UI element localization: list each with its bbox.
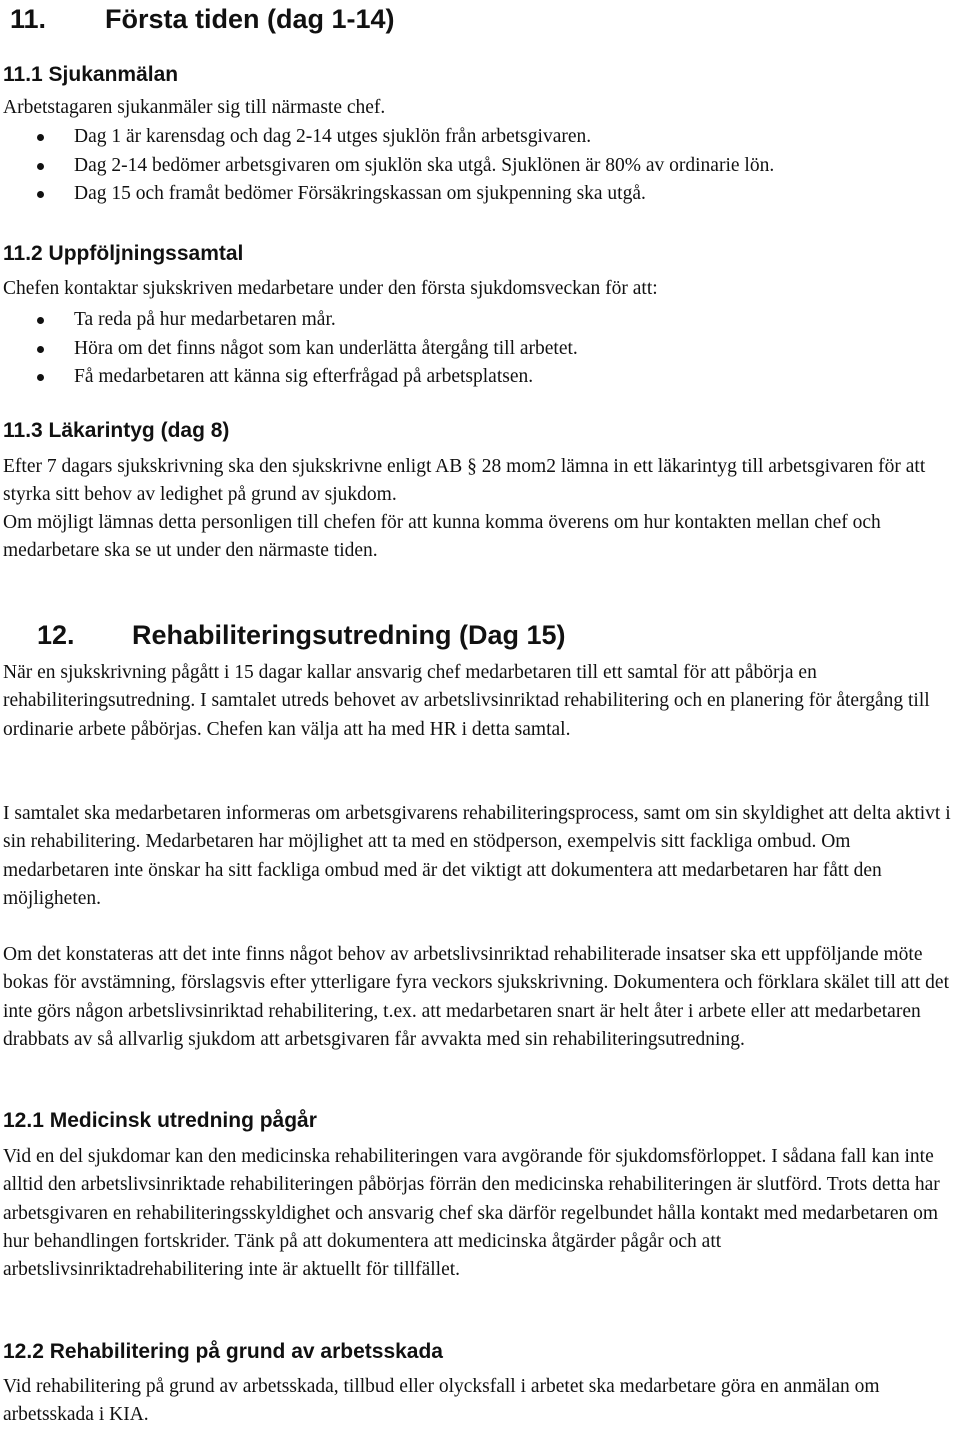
section-11-1-bullet-list: [0, 123, 774, 209]
list-item: [0, 306, 578, 335]
section-12-1-paragraph: Vid en del sjukdomar kan den medicinska rehabiliteringen vara avgörande för sjukdomsförloppet. I sådana fall kan inte alltid den arbetslivsinriktade rehabiliteringen påbörjas förrän den medicinska rehabiliteringen är slutförd. Trots detta har arbetsgivaren en rehabiliteringsskyldighet och ansvarig chef ska därför regelbundet hålla kontakt med medarbetaren om hur behandlingen fortskrider. Tänk på att dokumentera att medicinska åtgärder pågår och att arbetslivsinriktadrehabilitering inte är aktuellt för tillfället.: [3, 1146, 940, 1281]
section-11-1-heading: 11.1 Sjukanmälan: [3, 63, 179, 86]
list-item: [0, 180, 774, 209]
section-11-3-paragraph-2: Om möjligt lämnas detta personligen till chefen för att kunna komma överens om hur kontakten mellan chef och medarbetare ska se ut under den närmaste tiden.: [3, 512, 881, 562]
list-item: [0, 152, 774, 181]
list-item-text: Höra om det finns något som kan underlätta återgång till arbetet.: [74, 337, 578, 359]
list-item-text: Dag 1 är karensdag och dag 2-14 utges sjuklön från arbetsgivaren.: [74, 126, 592, 147]
bullet-icon: [37, 374, 44, 381]
list-item-text: Få medarbetaren att känna sig efterfrågad på arbetsplatsen.: [74, 366, 534, 387]
section-11-3-paragraph-1: Efter 7 dagars sjukskrivning ska den sjukskrivne enligt AB § 28 mom2 lämna in ett läkarintyg till arbetsgivaren för att styrka sitt behov av ledighet på grund av sjukdom.: [3, 456, 926, 506]
bullet-icon: [37, 163, 44, 170]
list-item: [0, 335, 578, 364]
section-11-3-heading: 11.3 Läkarintyg (dag 8): [3, 419, 230, 442]
list-item: [0, 363, 578, 392]
section-11-2-heading: 11.2 Uppföljningssamtal: [3, 242, 244, 265]
list-item-text: Dag 2-14 bedömer arbetsgivaren om sjuklön ska utgå. Sjuklönen är 80% av ordinarie lön.: [74, 154, 775, 176]
bullet-icon: [37, 191, 44, 198]
section-11-1-intro: Arbetstagaren sjukanmäler sig till närmaste chef.: [3, 97, 386, 118]
bullet-icon: [37, 317, 44, 324]
bullet-icon: [37, 134, 44, 141]
section-11-title: Första tiden (dag 1-14): [105, 4, 395, 34]
section-11-number: 11.: [10, 4, 47, 34]
section-12-2-heading: 12.2 Rehabilitering på grund av arbetsskada: [3, 1340, 443, 1363]
section-12-2-paragraph: Vid rehabilitering på grund av arbetsskada, tillbud eller olycksfall i arbetet ska medarbetare göra en anmälan om arbetsskada i KIA.: [3, 1376, 880, 1426]
list-item: [0, 123, 774, 152]
bullet-icon: [37, 346, 44, 353]
section-12-title: Rehabiliteringsutredning (Dag 15): [132, 620, 566, 650]
section-11-heading: [10, 3, 395, 35]
section-12-paragraph-2: I samtalet ska medarbetaren informeras om arbetsgivarens rehabiliteringsprocess, samt om sin skyldighet att delta aktivt i sin rehabilitering. Medarbetaren har möjlighet att ta med en stödperson, exempelvis sitt fackliga ombud. Om medarbetaren inte önskar ha sitt fackliga ombud med är det viktigt att dokumentera att medarbetaren har fått den möjligheten.: [3, 803, 951, 909]
list-item-text: Ta reda på hur medarbetaren mår.: [74, 309, 336, 330]
section-12-1-heading: 12.1 Medicinsk utredning pågår: [3, 1109, 317, 1132]
list-item-text: Dag 15 och framåt bedömer Försäkringskassan om sjukpenning ska utgå.: [74, 183, 646, 204]
section-12-paragraph-1: När en sjukskrivning pågått i 15 dagar kallar ansvarig chef medarbetaren till ett samtal för att påbörja en rehabiliteringsutredning. I samtalet utreds behovet av arbetslivsinriktad rehabilitering och en planering för återgång till ordinarie arbete påbörjas. Chefen kan välja att ha med HR i detta samtal.: [3, 662, 930, 740]
section-12-heading: [37, 619, 566, 651]
section-12-number: 12.: [37, 620, 75, 650]
section-12-paragraph-3: Om det konstateras att det inte finns något behov av arbetslivsinriktad rehabiliterade insatser ska ett uppföljande möte bokas för avstämning, förslagsvis efter ytterligare fyra veckors sjukskrivning. Dokumentera och förklara skälet till att det inte görs någon arbetslivsinriktad rehabilitering, t.ex. att medarbetaren snart är helt åter i arbete eller att medarbetaren drabbats av så allvarlig sjukdom att arbetsgivaren får avvakta med sin rehabiliteringsutredning.: [3, 944, 950, 1050]
section-11-2-intro: Chefen kontaktar sjukskriven medarbetare under den första sjukdomsveckan för att:: [3, 278, 658, 299]
section-11-2-bullet-list: [0, 306, 578, 392]
